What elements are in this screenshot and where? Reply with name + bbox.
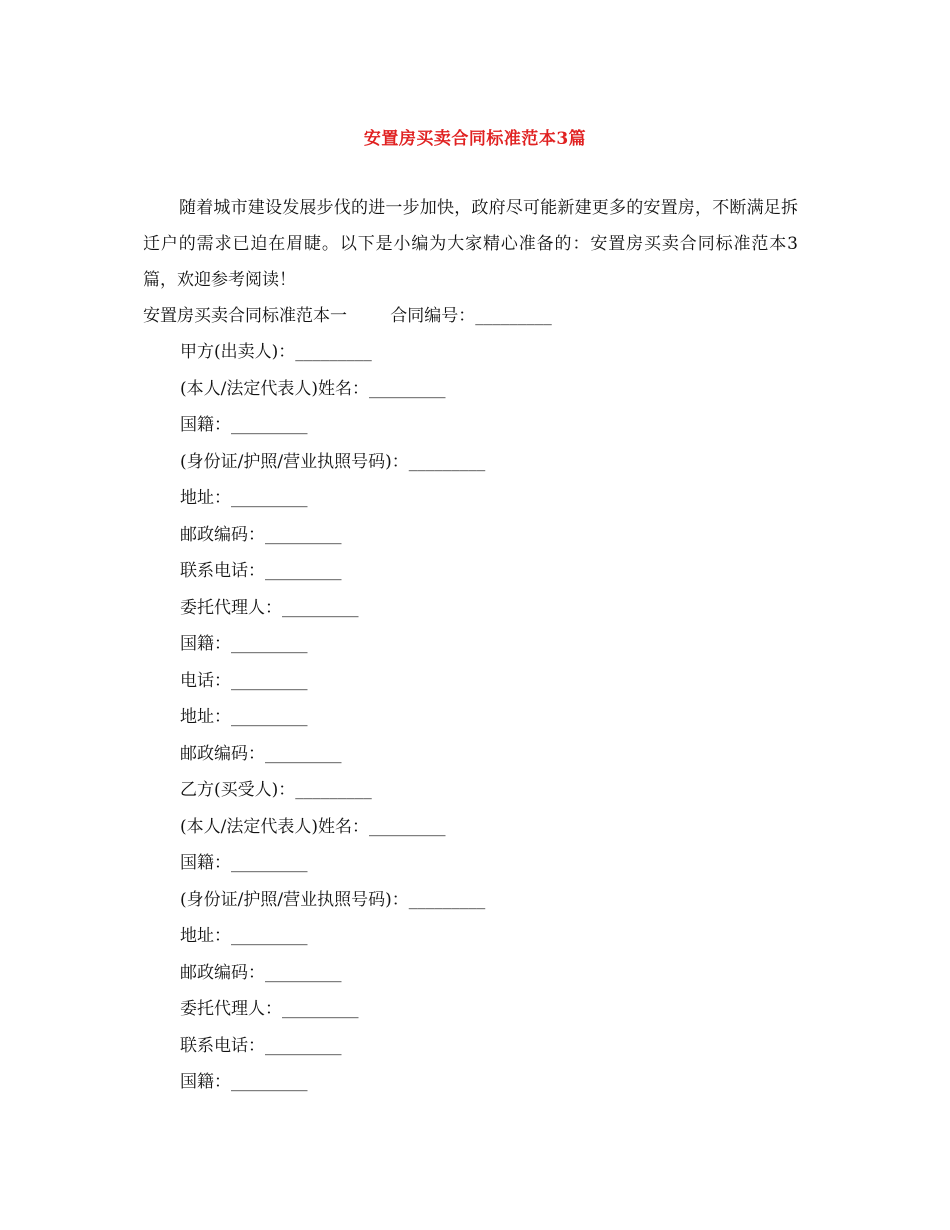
document-title: 安置房买卖合同标准范本3篇 <box>363 129 587 149</box>
list-item: 国籍：_________ <box>180 1072 308 1092</box>
list-item: 地址：_________ <box>180 926 308 946</box>
list-item: 国籍：_________ <box>180 853 308 873</box>
list-item: (本人/法定代表人)姓名：_________ <box>180 378 446 399</box>
list-item: 委托代理人：_________ <box>180 999 359 1019</box>
contract-number-field: 合同编号：_________ <box>390 306 552 326</box>
list-item: 邮政编码：_________ <box>180 962 342 983</box>
list-item: 委托代理人：_________ <box>180 597 359 618</box>
list-item: 国籍：_________ <box>180 415 308 435</box>
list-item: (身份证/护照/营业执照号码)：_________ <box>180 451 486 472</box>
list-item: (身份证/护照/营业执照号码)：_________ <box>180 889 486 910</box>
list-item: 地址：_________ <box>180 488 308 508</box>
list-item: 甲方(出卖人)：_________ <box>180 342 372 362</box>
list-item: 乙方(买受人)：_________ <box>180 780 372 800</box>
list-item: 电话：_________ <box>180 670 308 691</box>
list-item: 邮政编码：_________ <box>180 743 342 764</box>
list-item: 地址：_________ <box>180 707 308 727</box>
list-item: 联系电话：_________ <box>180 561 342 581</box>
section-heading: 安置房买卖合同标准范本一 <box>143 306 347 326</box>
list-item: (本人/法定代表人)姓名：_________ <box>180 816 446 837</box>
list-item: 邮政编码：_________ <box>180 524 342 545</box>
list-item: 联系电话：_________ <box>180 1035 342 1056</box>
section-heading-line <box>143 304 552 328</box>
intro-paragraph: 随着城市建设发展步伐的进一步加快，政府尽可能新建更多的安置房，不断满足拆迁户的需求已迫在眉睫。以下是小编为大家精心准备的：安置房买卖合同标准范本3篇，欢迎参考阅读！ <box>143 198 798 290</box>
list-item: 国籍：_________ <box>180 634 308 654</box>
party-fields-list <box>180 340 485 1107</box>
